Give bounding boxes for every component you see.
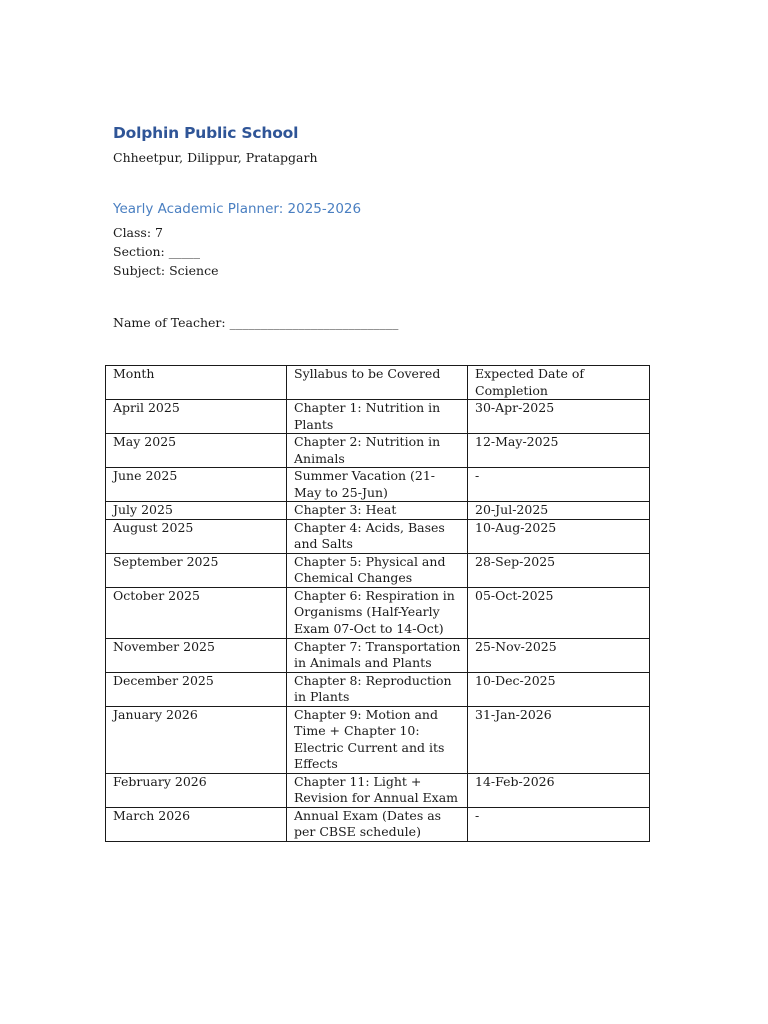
- month-cell: January 2026: [106, 706, 287, 773]
- table-row: [106, 773, 650, 807]
- month-cell: July 2025: [106, 502, 287, 520]
- table-row: [106, 400, 650, 434]
- date-cell: 12-May-2025: [468, 434, 650, 468]
- table-row: [106, 468, 650, 502]
- table-row: [106, 519, 650, 553]
- teacher-name-line: Name of Teacher: ___________________________: [113, 315, 399, 330]
- syllabus-cell: Chapter 5: Physical and Chemical Changes: [287, 553, 468, 587]
- date-cell: -: [468, 807, 650, 841]
- month-cell: May 2025: [106, 434, 287, 468]
- table-header-row: [106, 366, 650, 400]
- school-name: Dolphin Public School: [113, 124, 299, 142]
- date-cell: 31-Jan-2026: [468, 706, 650, 773]
- subject-line: Subject: Science: [113, 263, 219, 278]
- syllabus-cell: Summer Vacation (21-May to 25-Jun): [287, 468, 468, 502]
- planner-table: [105, 365, 650, 842]
- month-cell: April 2025: [106, 400, 287, 434]
- date-cell: -: [468, 468, 650, 502]
- header-month: Month: [106, 366, 287, 400]
- syllabus-cell: Chapter 11: Light + Revision for Annual Exam: [287, 773, 468, 807]
- class-line: Class: 7: [113, 225, 163, 240]
- header-expected-date: Expected Date of Completion: [468, 366, 650, 400]
- month-cell: June 2025: [106, 468, 287, 502]
- month-cell: August 2025: [106, 519, 287, 553]
- date-cell: 10-Dec-2025: [468, 672, 650, 706]
- table-row: [106, 672, 650, 706]
- table-row: [106, 706, 650, 773]
- syllabus-cell: Annual Exam (Dates as per CBSE schedule): [287, 807, 468, 841]
- syllabus-cell: Chapter 7: Transportation in Animals and Plants: [287, 638, 468, 672]
- table-row: [106, 434, 650, 468]
- date-cell: 14-Feb-2026: [468, 773, 650, 807]
- table-row: [106, 587, 650, 638]
- month-cell: December 2025: [106, 672, 287, 706]
- syllabus-cell: Chapter 3: Heat: [287, 502, 468, 520]
- date-cell: 30-Apr-2025: [468, 400, 650, 434]
- month-cell: September 2025: [106, 553, 287, 587]
- syllabus-cell: Chapter 6: Respiration in Organisms (Half-Yearly Exam 07-Oct to 14-Oct): [287, 587, 468, 638]
- syllabus-cell: Chapter 2: Nutrition in Animals: [287, 434, 468, 468]
- date-cell: 25-Nov-2025: [468, 638, 650, 672]
- planner-title: Yearly Academic Planner: 2025-2026: [113, 201, 362, 217]
- syllabus-cell: Chapter 1: Nutrition in Plants: [287, 400, 468, 434]
- syllabus-cell: Chapter 9: Motion and Time + Chapter 10: Electric Current and its Effects: [287, 706, 468, 773]
- date-cell: 20-Jul-2025: [468, 502, 650, 520]
- syllabus-cell: Chapter 4: Acids, Bases and Salts: [287, 519, 468, 553]
- table-row: [106, 638, 650, 672]
- school-address: Chheetpur, Dilippur, Pratapgarh: [113, 150, 318, 165]
- table-row: [106, 553, 650, 587]
- table-row: [106, 807, 650, 841]
- header-syllabus: Syllabus to be Covered: [287, 366, 468, 400]
- month-cell: November 2025: [106, 638, 287, 672]
- month-cell: March 2026: [106, 807, 287, 841]
- date-cell: 10-Aug-2025: [468, 519, 650, 553]
- date-cell: 05-Oct-2025: [468, 587, 650, 638]
- syllabus-cell: Chapter 8: Reproduction in Plants: [287, 672, 468, 706]
- month-cell: February 2026: [106, 773, 287, 807]
- section-line: Section: _____: [113, 244, 200, 259]
- month-cell: October 2025: [106, 587, 287, 638]
- date-cell: 28-Sep-2025: [468, 553, 650, 587]
- table-row: [106, 502, 650, 520]
